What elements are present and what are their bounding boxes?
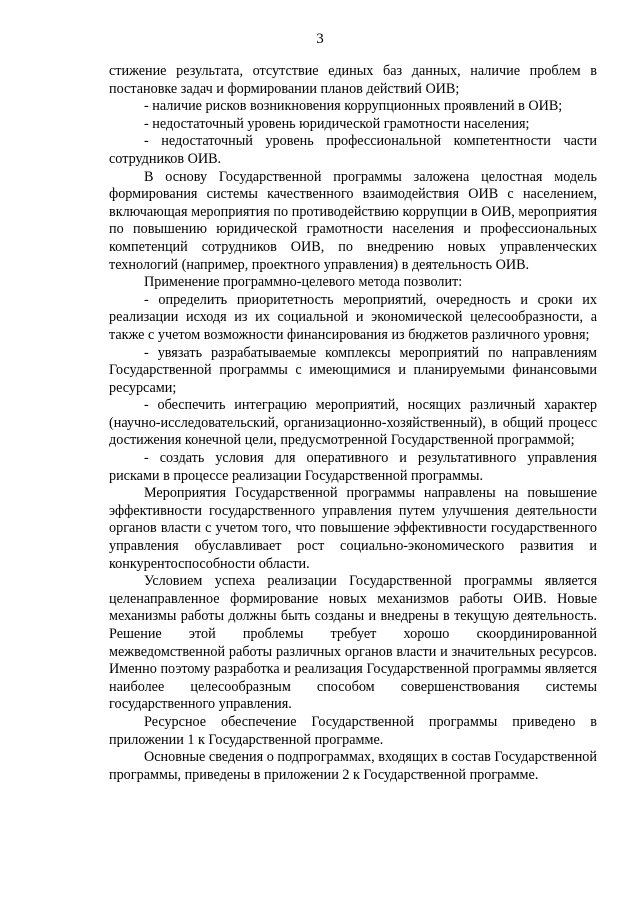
list-item: - создать условия для оперативного и результативного управления рисками в процессе реализации Государственной программы.	[109, 450, 597, 484]
list-item: - недостаточный уровень профессиональной компетентности части сотрудников ОИВ.	[109, 133, 597, 167]
list-item: - обеспечить интеграцию мероприятий, носящих различный характер (научно-исследовательский, организационно-хозяйственный), в общий процесс достижения конечной цели, предусмотренной Государственной программой;	[109, 397, 597, 449]
list-item: - наличие рисков возникновения коррупционных проявлений в ОИВ;	[144, 98, 563, 115]
paragraph: Мероприятия Государственной программы направлены на повышение эффективности государственного управления путем улучшения деятельности органов власти с учетом того, что повышение эффективности государственного управления обуславливает рост социально-экономического развития и конкурентоспособности области.	[109, 485, 597, 572]
document-body	[109, 63, 597, 784]
list-item: - увязать разрабатываемые комплексы мероприятий по направлениям Государственной программы с имеющимися и планируемыми финансовыми ресурсами;	[109, 344, 597, 396]
list-item: - определить приоритетность мероприятий, очередность и сроки их реализации исходя из их социальной и экономической целесообразности, а также с учетом возможности финансирования из бюджетов различного уровня;	[109, 291, 597, 343]
paragraph: Условием успеха реализации Государственной программы является целенаправленное формирование новых механизмов работы ОИВ. Новые механизмы работы должны быть созданы и внедрены в текущую деятельность. Решение этой проблемы требует хорошо скоординированной межведомственной работы различных органов власти и значительных ресурсов. Именно поэтому разработка и реализация Государственной программы является наиболее целесообразным способом совершенствования системы государственного управления.	[109, 573, 597, 713]
paragraph: стижение результата, отсутствие единых баз данных, наличие проблем в постановке задач и формировании планов действий ОИВ;	[109, 63, 597, 97]
paragraph: В основу Государственной программы заложена целостная модель формирования системы качественного взаимодействия ОИВ с населением, включающая мероприятия по противодействию коррупции в ОИВ, мероприятия по повышению юридической грамотности населения и профессиональных компетенций сотрудников ОИВ, по внедрению новых управленческих технологий (например, проектного управления) в деятельность ОИВ.	[109, 168, 597, 273]
paragraph: Основные сведения о подпрограммах, входящих в состав Государственной программы, приведены в приложении 2 к Государственной программе.	[109, 749, 597, 783]
list-item: - недостаточный уровень юридической грамотности населения;	[144, 115, 530, 132]
paragraph: Применение программно-целевого метода позволит:	[144, 274, 463, 291]
paragraph: Ресурсное обеспечение Государственной программы приведено в приложении 1 к Государственной программе.	[109, 713, 597, 748]
page-number: 3	[316, 31, 324, 47]
